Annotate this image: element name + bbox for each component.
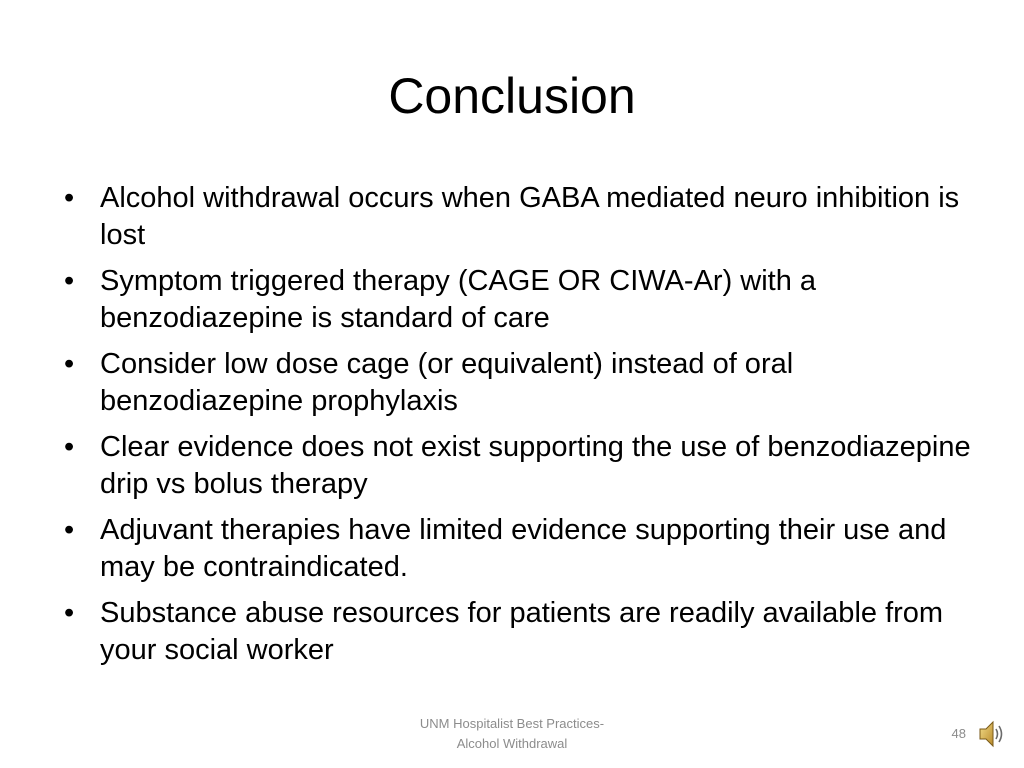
bullet-text: Consider low dose cage (or equivalent) instead of oral benzodiazepine prophylaxis <box>100 348 794 417</box>
bullet-marker: • <box>64 597 75 629</box>
bullet-item <box>62 263 972 337</box>
speaker-icon[interactable] <box>976 718 1006 750</box>
bullet-item <box>62 180 972 254</box>
bullet-text: Alcohol withdrawal occurs when GABA mediated neuro inhibition is lost <box>100 182 960 251</box>
page-number: 48 <box>951 726 966 741</box>
bullet-marker: • <box>64 182 75 214</box>
bullet-marker: • <box>64 265 75 297</box>
bullet-item <box>62 346 972 420</box>
bullet-text: Substance abuse resources for patients are readily available from your social worker <box>100 597 944 666</box>
bullet-text: Adjuvant therapies have limited evidence supporting their use and may be contraindicated. <box>100 514 947 583</box>
bullet-marker: • <box>64 514 75 546</box>
footer-line-2: Alcohol Withdrawal <box>456 736 568 751</box>
slide-title: Conclusion <box>388 68 636 124</box>
bullet-item <box>62 595 972 669</box>
bullet-marker: • <box>64 431 75 463</box>
bullet-list <box>62 180 972 678</box>
bullet-text: Symptom triggered therapy (CAGE OR CIWA-Ar) with a benzodiazepine is standard of care <box>100 265 817 334</box>
bullet-item <box>62 429 972 503</box>
footer-text <box>362 714 662 754</box>
bullet-item <box>62 512 972 586</box>
bullet-marker: • <box>64 348 75 380</box>
footer-line-1: UNM Hospitalist Best Practices- <box>419 716 605 731</box>
bullet-text: Clear evidence does not exist supporting the use of benzodiazepine drip vs bolus therapy <box>100 431 971 500</box>
